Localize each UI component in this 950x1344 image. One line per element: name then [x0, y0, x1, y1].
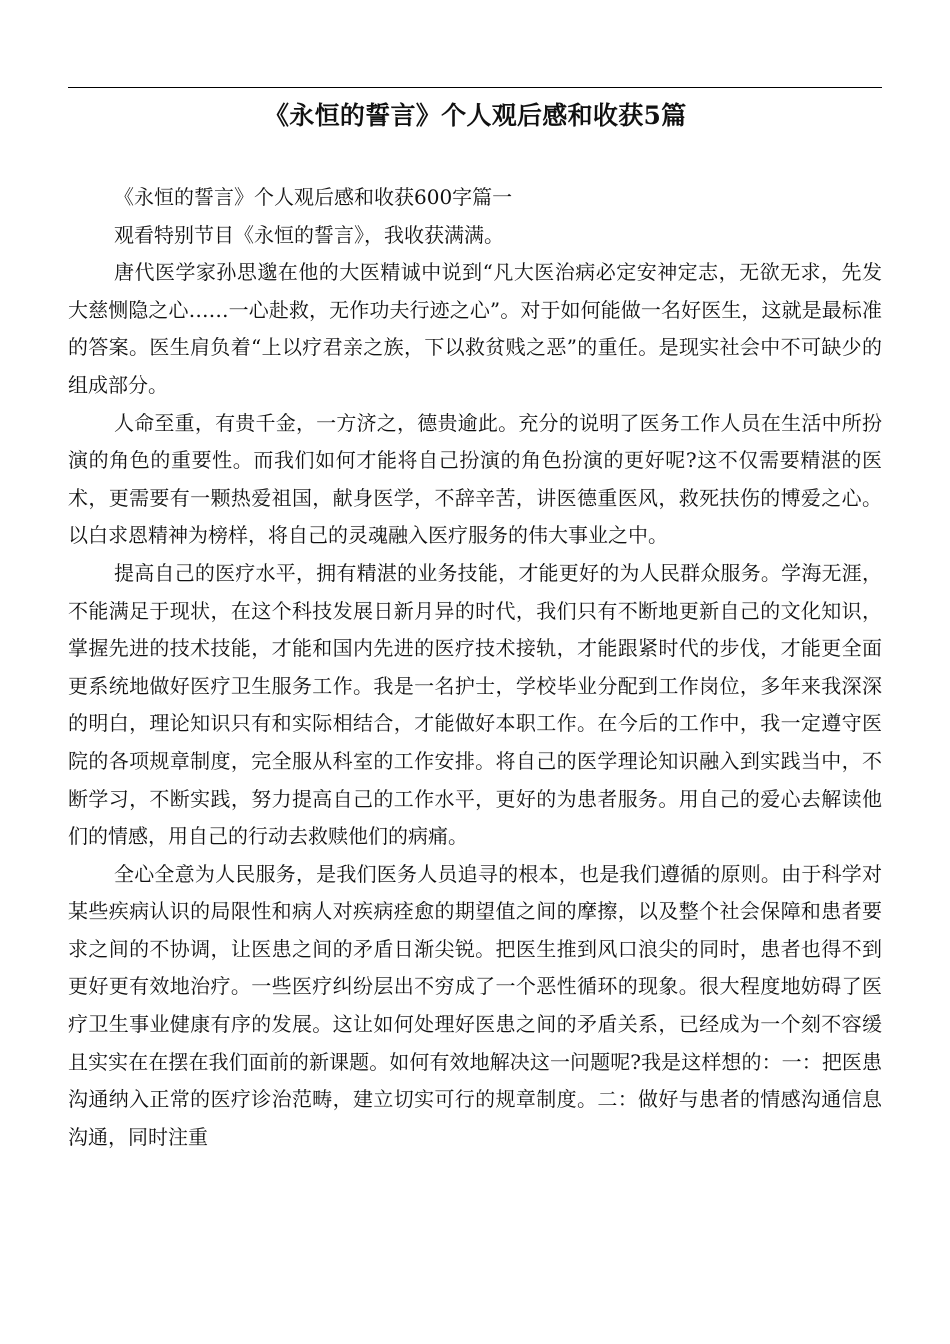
header-rule	[68, 87, 882, 88]
document-body	[68, 179, 882, 1156]
paragraph: 提高自己的医疗水平，拥有精湛的业务技能，才能更好的为人民群众服务。学海无涯，不能满足于现状，在这个科技发展日新月异的时代，我们只有不断地更新自己的文化知识，掌握先进的技术技能，才能和国内先进的医疗技术接轨，才能跟紧时代的步伐，才能更全面更系统地做好医疗卫生服务工作。我是一名护士，学校毕业分配到工作岗位，多年来我深深的明白，理论知识只有和实际相结合，才能做好本职工作。在今后的工作中，我一定遵守医院的各项规章制度，完全服从科室的工作安排。将自己的医学理论知识融入到实践当中，不断学习，不断实践，努力提高自己的工作水平，更好的为患者服务。用自己的爱心去解读他们的情感，用自己的行动去救赎他们的病痛。	[68, 560, 882, 849]
paragraph: 观看特别节目《永恒的誓言》，我收获满满。	[114, 222, 504, 247]
paragraph: 全心全意为人民服务，是我们医务人员追寻的根本，也是我们遵循的原则。由于科学对某些疾病认识的局限性和病人对疾病痊愈的期望值之间的摩擦，以及整个社会保障和患者要求之间的不协调，让医患之间的矛盾日渐尖锐。把医生推到风口浪尖的同时，患者也得不到更好更有效地治疗。一些医疗纠纷层出不穷成了一个恶性循环的现象。很大程度地妨碍了医疗卫生事业健康有序的发展。这让如何处理好医患之间的矛盾关系，已经成为一个刻不容缓且实实在在摆在我们面前的新课题。如何有效地解决这一问题呢?我是这样想的：一：把医患沟通纳入正常的医疗诊治范畴，建立切实可行的规章制度。二：做好与患者的情感沟通信息沟通，同时注重	[68, 861, 882, 1149]
paragraph: 唐代医学家孙思邈在他的大医精诚中说到“凡大医治病必定安神定志，无欲无求，先发大慈恻隐之心……一心赴救，无作功夫行迹之心”。对于如何能做一名好医生，这就是最标准的答案。医生肩负着“上以疗君亲之族，下以救贫贱之恶”的重任。是现实社会中不可缺少的组成部分。	[68, 260, 882, 397]
paragraph-subheading: 《永恒的誓言》个人观后感和收获600字篇一	[114, 185, 513, 209]
paragraph: 人命至重，有贵千金，一方济之，德贵逾此。充分的说明了医务工作人员在生活中所扮演的角色的重要性。而我们如何才能将自己扮演的角色扮演的更好呢?这不仅需要精湛的医术，更需要有一颗热爱祖国，献身医学，不辞辛苦，讲医德重医风，救死扶伤的博爱之心。以白求恩精神为榜样，将自己的灵魂融入医疗服务的伟大事业之中。	[68, 410, 882, 548]
document-title: 《永恒的誓言》个人观后感和收获5篇	[264, 101, 687, 130]
